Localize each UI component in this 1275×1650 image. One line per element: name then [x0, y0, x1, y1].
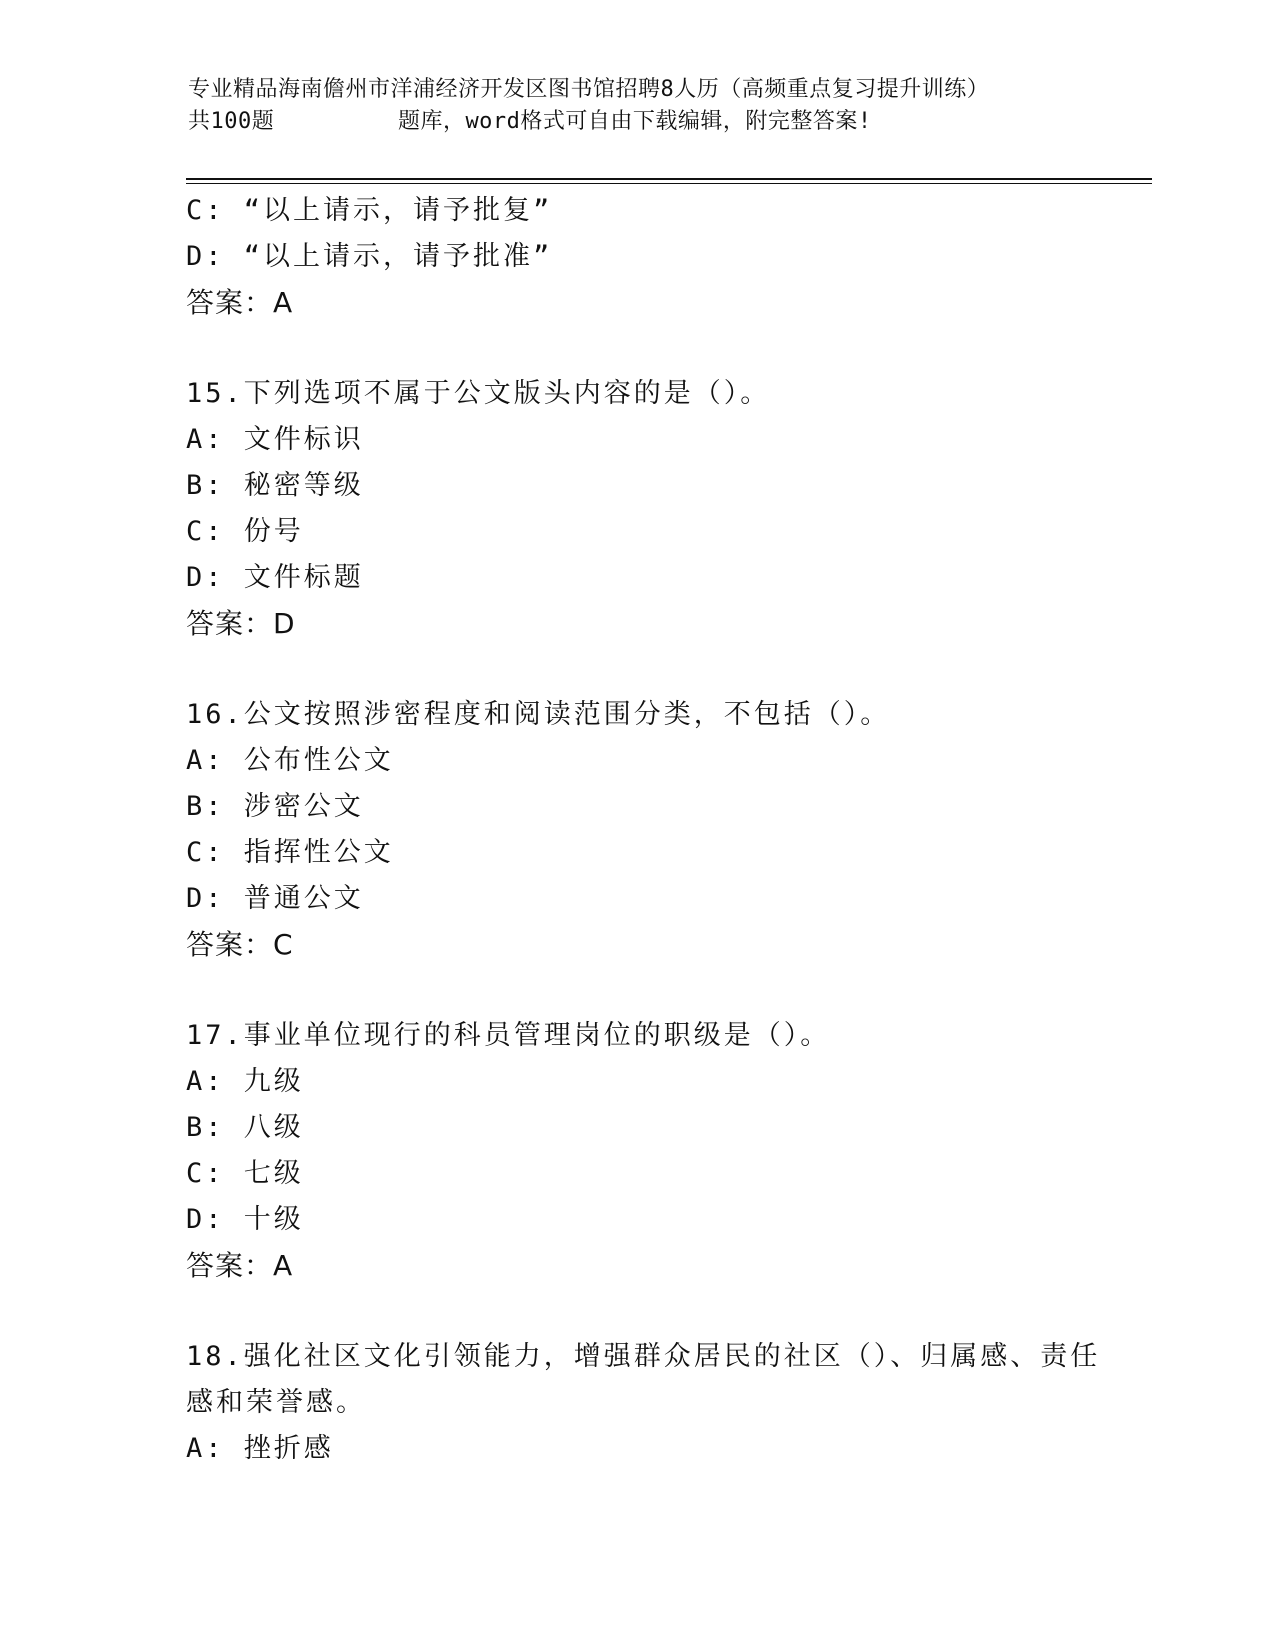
- question-text: 17.事业单位现行的科员管理岗位的职级是（）。: [186, 1020, 831, 1051]
- option-d: D: “以上请示，请予批准”: [186, 241, 553, 272]
- option-d: D: 十级: [186, 1204, 304, 1235]
- option-c: C: 七级: [186, 1158, 304, 1189]
- option-d: D: 普通公文: [186, 883, 364, 914]
- answer-line: 答案：A: [186, 286, 294, 319]
- document-header: [188, 74, 1068, 138]
- question-text: 16.公文按照涉密程度和阅读范围分类，不包括（）。: [186, 699, 891, 730]
- question-block-partial: [186, 188, 1086, 326]
- header-divider-thick: [186, 178, 1152, 180]
- question-text-line-2: 感和荣誉感。: [186, 1387, 366, 1418]
- question-block-15: [186, 371, 1086, 647]
- header-subtitle-line: 共100题 题库，word格式可自由下载编辑，附完整答案!: [188, 109, 872, 134]
- option-a: A: 公布性公文: [186, 745, 394, 776]
- option-c: C: “以上请示，请予批复”: [186, 195, 553, 226]
- answer-line: 答案：D: [186, 607, 296, 640]
- question-text-line-1: 18.强化社区文化引领能力，增强群众居民的社区（）、归属感、责任: [186, 1341, 1101, 1372]
- option-c: C: 份号: [186, 516, 304, 547]
- option-a: A: 文件标识: [186, 424, 364, 455]
- option-b: B: 秘密等级: [186, 470, 364, 501]
- option-a: A: 挫折感: [186, 1433, 334, 1464]
- option-c: C: 指挥性公文: [186, 837, 394, 868]
- option-b: B: 涉密公文: [186, 791, 364, 822]
- option-d: D: 文件标题: [186, 562, 364, 593]
- header-divider-thin: [186, 183, 1152, 184]
- question-block-18: [186, 1334, 1101, 1472]
- header-title-line: 专业精品海南儋州市洋浦经济开发区图书馆招聘8人历（高频重点复习提升训练）: [188, 77, 990, 102]
- question-block-16: [186, 692, 1086, 968]
- answer-line: 答案：C: [186, 928, 294, 961]
- answer-line: 答案：A: [186, 1249, 294, 1282]
- option-b: B: 八级: [186, 1112, 304, 1143]
- question-block-17: [186, 1013, 1086, 1289]
- question-text: 15.下列选项不属于公文版头内容的是（）。: [186, 378, 771, 409]
- question-list: [186, 188, 1101, 1472]
- option-a: A: 九级: [186, 1066, 304, 1097]
